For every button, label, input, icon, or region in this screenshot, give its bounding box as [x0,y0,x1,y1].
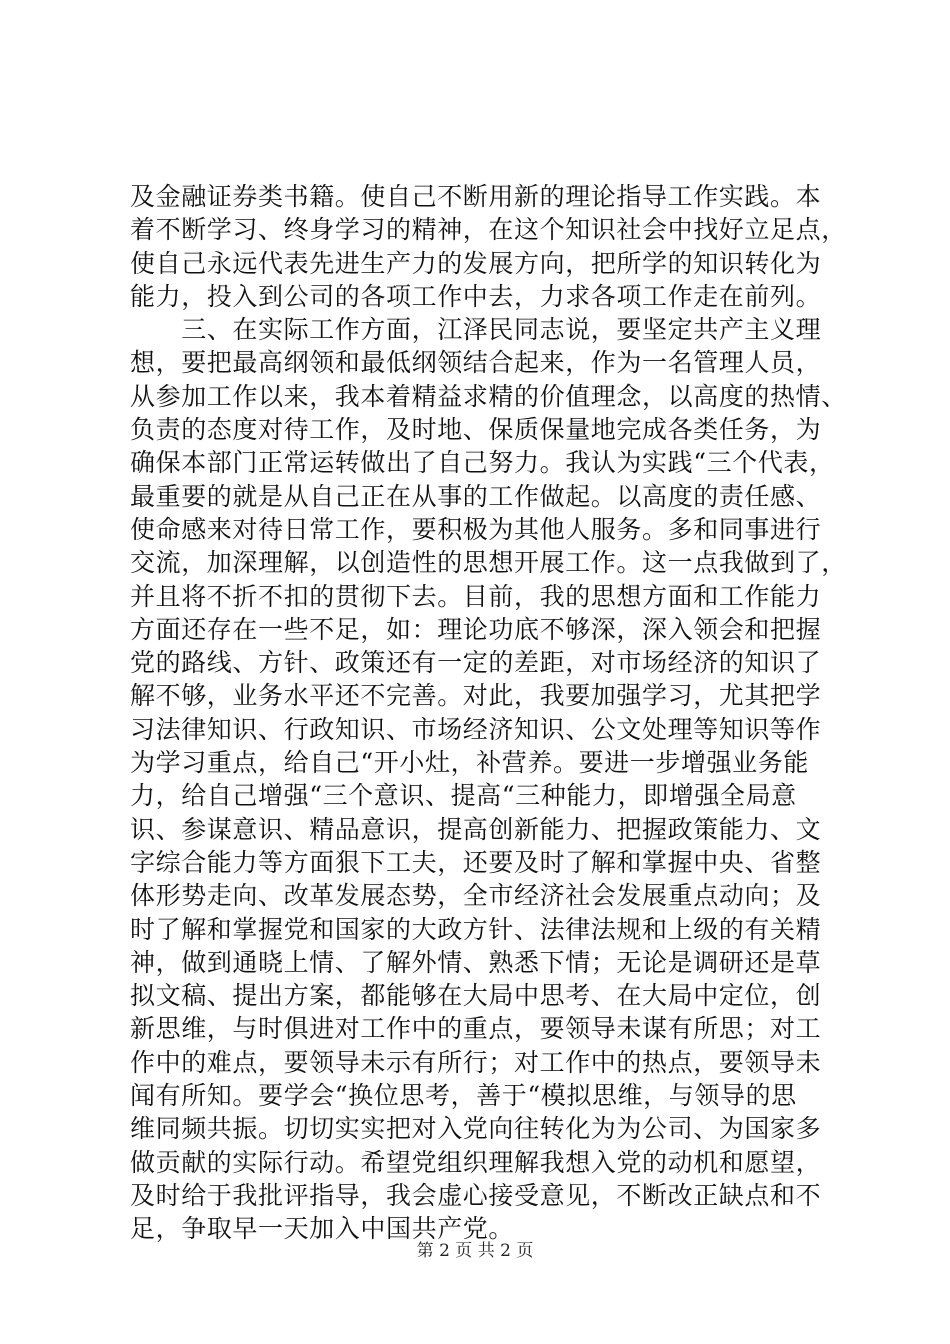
text-line: 最重要的就是从自己正在从事的工作做起。以高度的责任感、 [130,481,822,511]
text-line: 解不够，业务水平还不完善。对此，我要加强学习，尤其把学 [130,681,822,711]
text-line: 足，争取早一天加入中国共产党。 [130,1214,515,1244]
page-footer [0,1241,950,1261]
text-line: 字综合能力等方面狠下工夫，还要及时了解和掌握中央、省整 [130,847,822,877]
text-line: 并且将不折不扣的贯彻下去。目前，我的思想方面和工作能力 [130,581,822,611]
text-line: 想，要把最高纲领和最低纲领结合起来，作为一名管理人员， [130,348,822,378]
text-line: 为学习重点，给自己“开小灶，补营养。要进一步增强业务能 [130,748,809,778]
text-line: 三、在实际工作方面，江泽民同志说，要坚定共产主义理 [130,315,822,345]
page-number-label: 第 2 页 共 2 页 [416,1241,534,1261]
text-line: 着不断学习、终身学习的精神，在这个知识社会中找好立足点， [130,215,847,245]
text-line: 新思维，与时俱进对工作中的重点，要领导未谋有所思；对工 [130,1014,822,1044]
text-line: 习法律知识、行政知识、市场经济知识、公文处理等知识等作 [130,714,822,744]
text-line: 力，给自己增强“三个意识、提高“三种能力，即增强全局意 [130,781,797,811]
text-line: 作中的难点，要领导未示有所行；对工作中的热点，要领导未 [130,1047,822,1077]
text-line: 党的路线、方针、政策还有一定的差距，对市场经济的知识了 [130,648,822,678]
text-line: 负责的态度对待工作，及时地、保质保量地完成各类任务，为 [130,415,822,445]
text-line: 及时给于我批评指导，我会虚心接受意见，不断改正缺点和不 [130,1180,822,1210]
text-line: 使自己永远代表先进生产力的发展方向，把所学的知识转化为 [130,248,822,278]
text-line: 使命感来对待日常工作，要积极为其他人服务。多和同事进行 [130,514,822,544]
text-line: 做贡献的实际行动。希望党组织理解我想入党的动机和愿望， [130,1147,822,1177]
text-line: 能力，投入到公司的各项工作中去，力求各项工作走在前列。 [130,281,822,311]
text-line: 交流，加深理解，以创造性的思想开展工作。这一点我做到了， [130,548,847,578]
text-line: 神，做到通晓上情、了解外情、熟悉下情；无论是调研还是草 [130,947,822,977]
text-line: 维同频共振。切切实实把对入党向往转化为为公司、为国家多 [130,1114,822,1144]
text-line: 从参加工作以来，我本着精益求精的价值理念，以高度的热情、 [130,381,847,411]
text-line: 方面还存在一些不足，如：理论功底不够深，深入领会和把握 [130,614,822,644]
text-line: 体形势走向、改革发展态势，全市经济社会发展重点动向；及 [130,881,822,911]
text-line: 及金融证券类书籍。使自己不断用新的理论指导工作实践。本 [130,182,822,211]
text-line: 识、参谋意识、精品意识，提高创新能力、把握政策能力、文 [130,814,822,844]
text-line: 拟文稿、提出方案，都能够在大局中思考、在大局中定位，创 [130,981,822,1011]
body-text [130,180,847,1246]
text-line: 闻有所知。要学会“换位思考，善于“模拟思维，与领导的思 [130,1081,797,1111]
text-line: 确保本部门正常运转做出了自己努力。我认为实践“三个代表， [130,448,835,478]
text-line: 时了解和掌握党和国家的大政方针、法律法规和上级的有关精 [130,914,822,944]
